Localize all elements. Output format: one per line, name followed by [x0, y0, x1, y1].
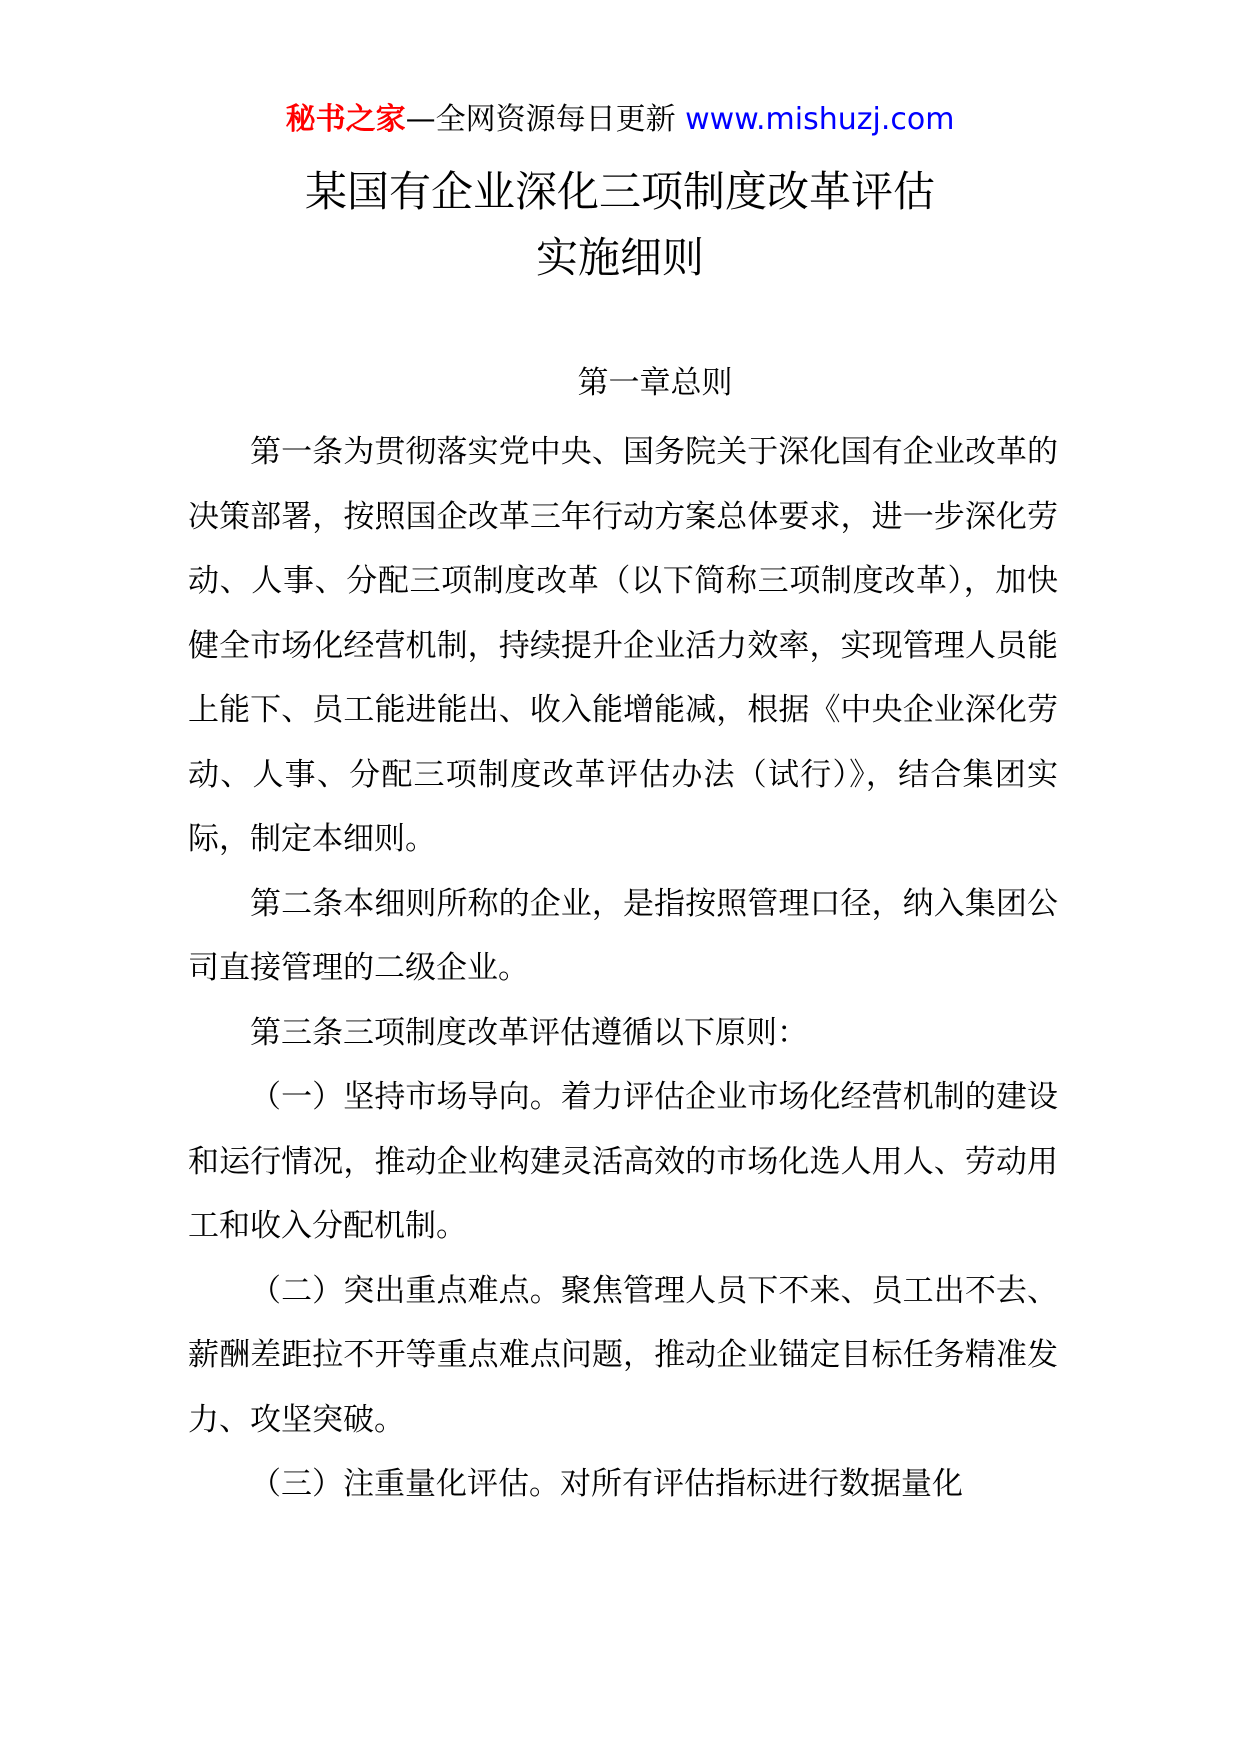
article-3-paragraph: 第三条三项制度改革评估遵循以下原则：: [250, 1014, 808, 1051]
site-brand: 秘书之家: [285, 102, 406, 137]
chapter-heading: 第一章总则: [577, 365, 733, 401]
principle-3-paragraph: （三）注重量化评估。对所有评估指标进行数据量化: [250, 1466, 963, 1502]
document-title-line-1: 某国有企业深化三项制度改革评估: [304, 167, 935, 216]
site-url-link[interactable]: www.mishuzj.com: [685, 102, 955, 137]
principle-1-paragraph: （一）坚持市场导向。着力评估企业市场化经营机制的建设和运行情况，推动企业构建灵活高效的市场化选人用人、劳动用工和收入分配机制。: [188, 1079, 1058, 1244]
article-1-paragraph: 第一条为贯彻落实党中央、国务院关于深化国有企业改革的决策部署，按照国企改革三年行动方案总体要求，进一步深化劳动、人事、分配三项制度改革（以下简称三项制度改革），加快健全市场化经营机制，持续提升企业活力效率，实现管理人员能上能下、员工能进能出、收入能增能减，根据《中央企业深化劳动、人事、分配三项制度改革评估办法（试行）》，结合集团实际，制定本细则。: [188, 434, 1058, 857]
document-body: [188, 420, 1058, 1517]
site-slogan: —全网资源每日更新: [405, 102, 676, 137]
site-header: [0, 100, 1240, 140]
article-2-paragraph: 第二条本细则所称的企业，是指按照管理口径，纳入集团公司直接管理的二级企业。: [188, 885, 1058, 986]
principle-2-paragraph: （二）突出重点难点。聚焦管理人员下不来、员工出不去、薪酬差距拉不开等重点难点问题，推动企业锚定目标任务精准发力、攻坚突破。: [188, 1272, 1058, 1438]
document-title-line-2: 实施细则: [535, 233, 704, 282]
